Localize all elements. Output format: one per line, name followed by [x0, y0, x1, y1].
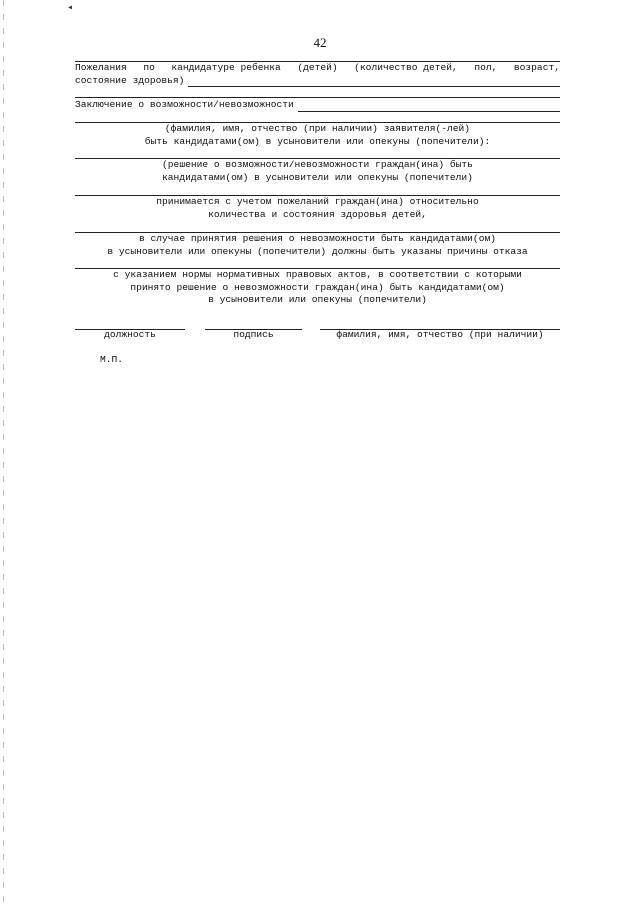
wishes-line1 — [75, 62, 560, 75]
page-number: 42 — [313, 35, 327, 50]
signature-caption: подпись — [233, 329, 274, 340]
conclusion-fill-line[interactable] — [298, 102, 560, 112]
caption-line: в случае принятия решения о невозможности быть кандидатами(ом) — [139, 233, 496, 244]
caption-line: быть кандидатами(ом) в усыновители или опекуны (попечители): — [144, 135, 491, 147]
refusal-caption — [75, 233, 560, 258]
caption-line: принято решение о невозможности граждан(ина) быть кандидатами(ом) — [130, 281, 505, 293]
scan-edge — [3, 0, 4, 905]
wishes-word: по — [143, 62, 155, 73]
position-caption: должность — [104, 329, 156, 340]
wishes-rule — [75, 97, 560, 98]
caption-line: (фамилия, имя, отчество (при наличии) заявителя(-лей) — [164, 123, 471, 134]
decision-caption — [75, 159, 560, 184]
norms-caption — [75, 269, 560, 307]
wishes-fill-line[interactable] — [188, 77, 560, 87]
fullname-caption: фамилия, имя, отчество (при наличии) — [336, 329, 544, 340]
caption-line: в усыновители или опекуны (попечители) — [208, 294, 427, 306]
wishes-word: пол, — [474, 62, 498, 73]
caption-line: кандидатами(ом) в усыновители или опекуны (попечители) — [162, 171, 473, 183]
wishes-word: (количество детей, — [354, 62, 458, 73]
wishes-word: кандидатуре ребенка — [171, 62, 281, 73]
caption-line: с указанием нормы нормативных правовых актов, в соответствии с которыми — [113, 269, 522, 280]
wishes-word: Пожелания — [75, 62, 127, 73]
caption-line: принимается с учетом пожеланий граждан(ина) относительно — [156, 196, 479, 207]
stamp-place: М.П. — [100, 354, 124, 365]
caption-line: количества и состояния здоровья детей, — [208, 208, 427, 220]
wishes-word: (детей) — [297, 62, 338, 73]
caption-line: в усыновители или опекуны (попечители) должны быть указаны причины отказа — [107, 245, 528, 257]
corner-mark: ◂ — [67, 3, 74, 14]
conclusion-label: Заключение о возможности/невозможности — [75, 99, 294, 110]
wishes-word: возраст, — [513, 62, 560, 73]
caption-line: (решение о возможности/невозможности граждан(ина) быть — [162, 159, 473, 170]
wishes-line2 — [75, 75, 560, 88]
conclusion-section — [75, 99, 560, 112]
wishes-line2-text: состояние здоровья) — [75, 74, 185, 86]
applicant-caption — [75, 123, 560, 148]
wishes-section — [75, 62, 560, 87]
wishes-caption — [75, 196, 560, 221]
